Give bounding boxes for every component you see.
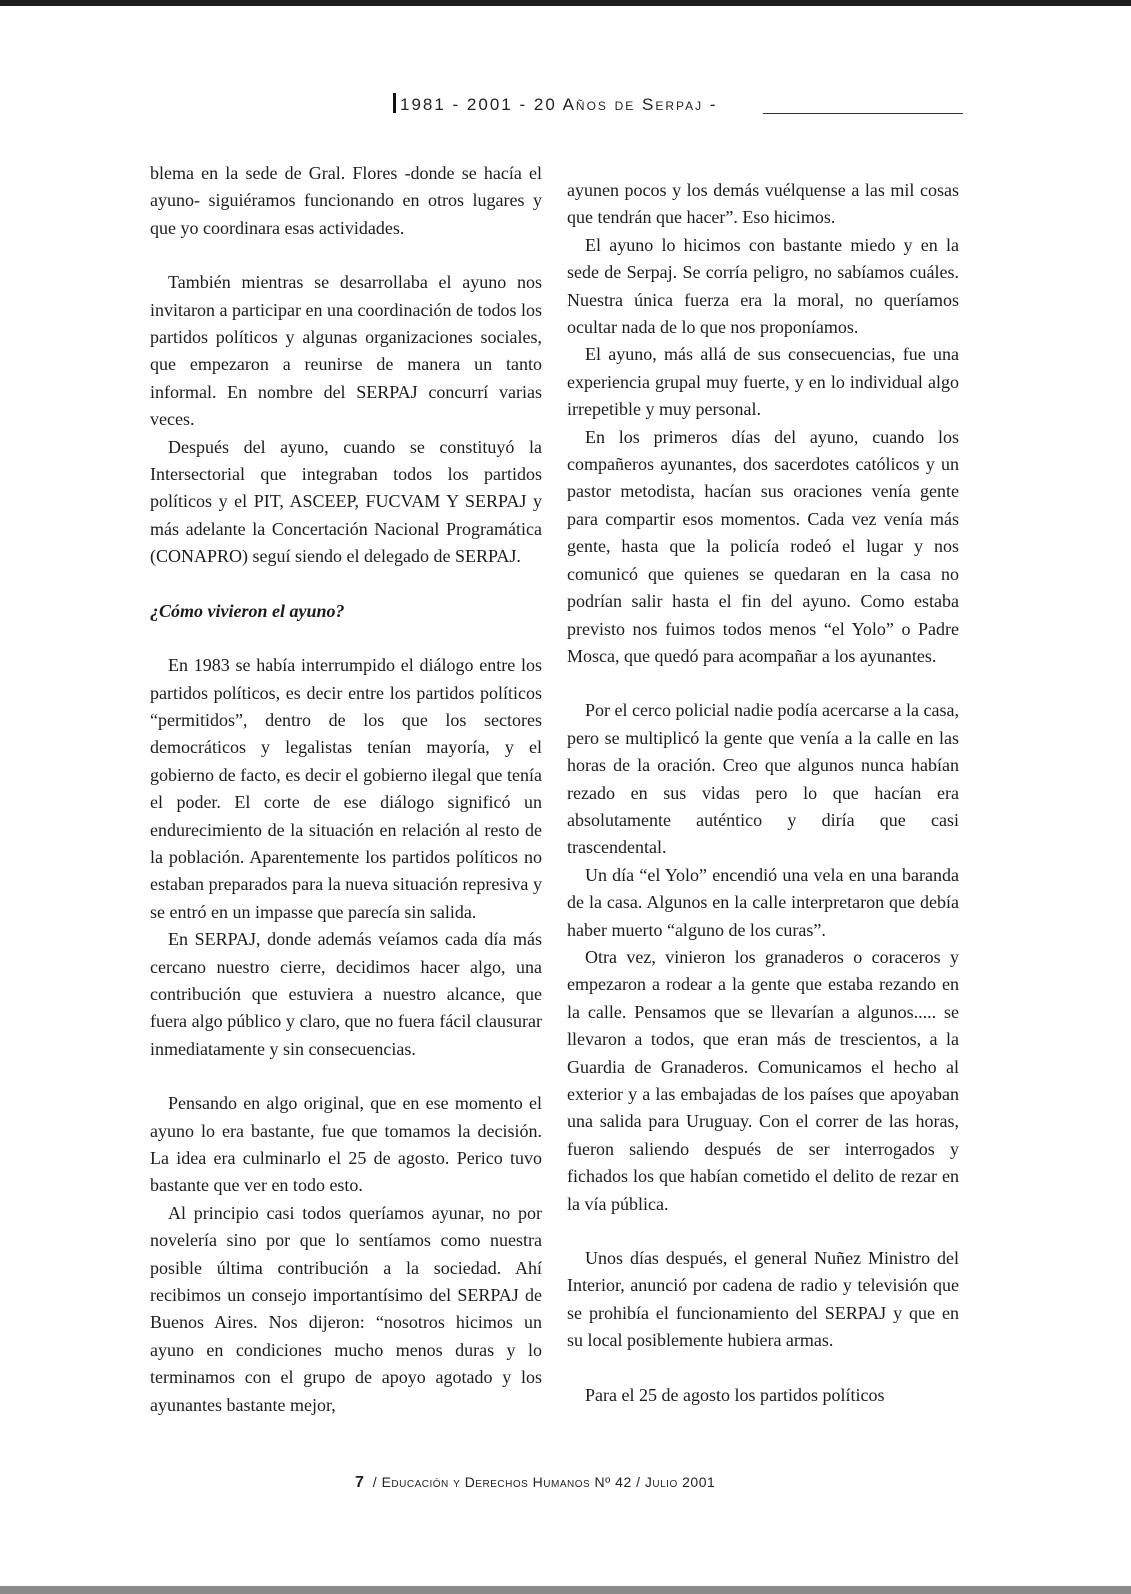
right-column [567, 177, 959, 1409]
header-bar [393, 93, 396, 113]
publication-info: / Educación y Derechos Humanos Nº 42 / Julio 2001 [372, 1474, 716, 1490]
paragraph: Un día “el Yolo” encendió una vela en una baranda de la casa. Algunos en la calle interpretaron que debía haber muerto “alguno de los curas”. [567, 864, 959, 940]
page-number: 7 [355, 1474, 365, 1491]
header-rule [763, 113, 963, 114]
paragraph: ayunen pocos y los demás vuélquense a las mil cosas que tendrán que hacer”. Eso hicimos. [567, 180, 959, 228]
page-footer [355, 1474, 775, 1502]
paragraph: Por el cerco policial nadie podía acercarse a la casa, pero se multiplicó la gente que venía a la calle en las horas de la oración. Creo que algunos nunca habían rezado en sus vidas pero lo que hacían era absolutamente auténtico y diría que casi trascendental. [567, 700, 959, 858]
paragraph: El ayuno, más allá de sus consecuencias, fue una experiencia grupal muy fuerte, y en lo individual algo irrepetible y muy personal. [567, 344, 959, 420]
paragraph: Pensando en algo original, que en ese momento el ayuno lo era bastante, fue que tomamos la decisión. La idea era culminarlo el 25 de agosto. Perico tuvo bastante que ver en todo esto. [150, 1093, 542, 1196]
left-column [150, 160, 542, 1419]
paragraph: También mientras se desarrollaba el ayuno nos invitaron a participar en una coordinación de todos los partidos políticos y algunas organizaciones sociales, que empezaron a reunirse de manera un tanto informal. En nombre del SERPAJ concurrí varias veces. [150, 272, 542, 430]
running-header [393, 93, 963, 123]
paragraph: Para el 25 de agosto los partidos políticos [585, 1384, 885, 1405]
header-years: 1981 - 2001 [400, 95, 513, 114]
header-subtitle: - 20 Años de Serpaj - [519, 95, 718, 114]
paragraph: Otra vez, vinieron los granaderos o coraceros y empezaron a rodear a la gente que estaba rezando en la calle. Pensamos que se llevarían a algunos..... se llevaron a todos, que eran más de trescientos, a la Guardia de Granaderos. Comunicamos el hecho al exterior y a las embajadas de los países que apoyaban una salida para Uruguay. Con el correr de las horas, fueron saliendo después de ser interrogados y fichados los que habían cometido el delito de rezar en la vía pública. [567, 946, 959, 1214]
paragraph: Al principio casi todos queríamos ayunar, no por novelería sino por que lo sentíamos como nuestra posible última contribución a la sociedad. Ahí recibimos un consejo importantísimo del SERPAJ de Buenos Aires. Nos dijeron: “nosotros hicimos un ayuno en condiciones mucho menos duras y lo terminamos con el grupo de apoyo agotado y los ayunantes bastante mejor, [150, 1202, 542, 1415]
section-heading: ¿Cómo vivieron el ayuno? [150, 600, 345, 621]
paragraph: Unos días después, el general Nuñez Ministro del Interior, anunció por cadena de radio y televisión que se prohibía el funcionamiento del SERPAJ y que en su local posiblemente hubiera armas. [567, 1248, 959, 1351]
paragraph: En SERPAJ, donde además veíamos cada día más cercano nuestro cierre, decidimos hacer algo, una contribución que estuviera a nuestro alcance, que fuera algo público y claro, que no fuera fácil clausurar inmediatamente y sin consecuencias. [150, 929, 542, 1059]
scan-edge-top [0, 0, 1131, 6]
paragraph: blema en la sede de Gral. Flores -donde se hacía el ayuno- siguiéramos funcionando en otros lugares y que yo coordinara esas actividades. [150, 163, 542, 238]
paragraph: Después del ayuno, cuando se constituyó la Intersectorial que integraban todos los partidos políticos y el PIT, ASCEEP, FUCVAM Y SERPAJ y más adelante la Concertación Nacional Programática (CONAPRO) seguí siendo el delegado de SERPAJ. [150, 436, 542, 567]
scan-edge-bottom [0, 1586, 1131, 1594]
paragraph: En los primeros días del ayuno, cuando los compañeros ayunantes, dos sacerdotes católicos y un pastor metodista, hacían sus oraciones venía gente para compartir esos momentos. Cada vez venía más gente, hasta que la policía rodeó el lugar y nos comunicó que quienes se quedaran en la casa no podrían salir hasta el fin del ayuno. Como estaba previsto nos fuimos todos menos “el Yolo” o Padre Mosca, que quedó para acompañar a los ayunantes. [567, 426, 959, 666]
paragraph: En 1983 se había interrumpido el diálogo entre los partidos políticos, es decir entre los partidos políticos “permitidos”, dentro de los que los sectores democráticos y legalistas tenían mayoría, y el gobierno de facto, es decir el gobierno ilegal que tenía el poder. El corte de ese diálogo significó un endurecimiento de la situación en relación al resto de la población. Aparentemente los partidos políticos no estaban preparados para la nueva situación represiva y se entró en un impasse que parecía sin salida. [150, 655, 542, 922]
paragraph: El ayuno lo hicimos con bastante miedo y en la sede de Serpaj. Se corría peligro, no sabíamos cuáles. Nuestra única fuerza era la moral, no queríamos ocultar nada de lo que nos proponíamos. [567, 234, 959, 338]
